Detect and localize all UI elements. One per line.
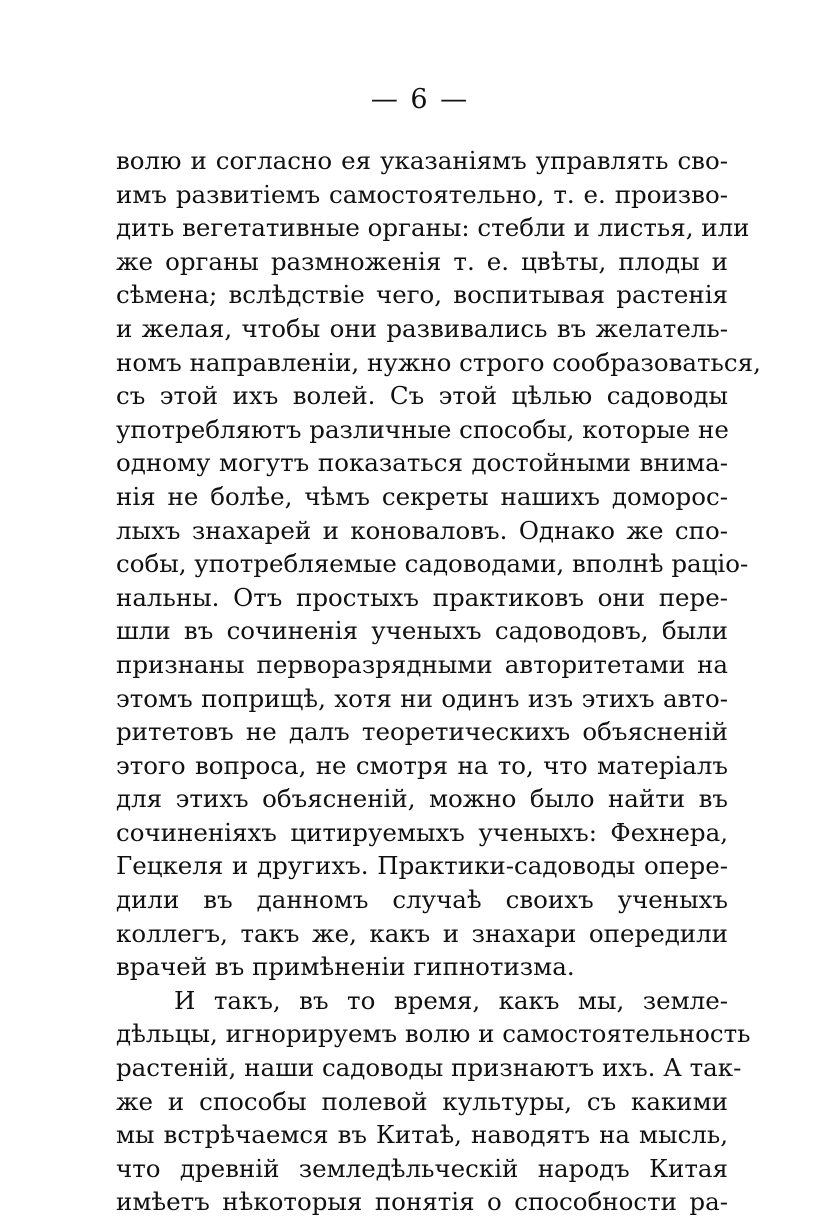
text-line: съ этой ихъ волей. Съ этой цѣлью садоводы — [116, 381, 728, 411]
text-line: дили въ данномъ случаѣ своихъ ученыхъ — [116, 885, 728, 915]
text-line: этого вопроса, не смотря на то, что матеріалъ — [116, 750, 728, 780]
text-line: этомъ поприщѣ, хотя ни одинъ изъ этихъ авто- — [116, 683, 728, 713]
paragraph-end-line: врачей въ примѣненіи гипнотизма. — [116, 952, 575, 982]
text-line: имѣетъ нѣкоторыя понятія о способности ра- — [116, 1187, 728, 1217]
text-line: собы, употребляемые садоводами, вполнѣ раціо- — [116, 549, 749, 579]
page-number: — 6 — — [370, 84, 470, 115]
text-line: сѣмена; вслѣдствіе чего, воспитывая растенія — [116, 280, 728, 310]
text-line: нальны. Отъ простыхъ практиковъ они пере- — [116, 582, 728, 612]
text-line: ритетовъ не далъ теоретическихъ объясненій — [116, 717, 728, 747]
text-line: что древній земледѣльческій народъ Китая — [116, 1153, 728, 1183]
text-line: для этихъ объясненій, можно было найти въ — [116, 784, 728, 814]
text-line: имъ развитіемъ самостоятельно, т. е. произво- — [116, 179, 728, 209]
text-line: дѣльцы, игнорируемъ волю и самостоятельность — [116, 1019, 751, 1049]
text-line: растеній, наши садоводы признаютъ ихъ. А так- — [116, 1053, 742, 1083]
text-line: сочиненіяхъ цитируемыхъ ученыхъ: Фехнера, — [116, 817, 728, 847]
text-line: дить вегетативные органы: стебли и листья, или — [116, 213, 750, 243]
text-line: шли въ сочиненія ученыхъ садоводовъ, были — [116, 616, 728, 646]
body-text — [116, 144, 761, 1219]
text-line: Гецкеля и другихъ. Практики-садоводы опере- — [116, 851, 728, 881]
text-line: нія не болѣе, чѣмъ секреты нашихъ доморос- — [116, 481, 728, 511]
text-line: номъ направленіи, нужно строго сообразоваться, — [116, 347, 761, 377]
text-line: же и способы полевой культуры, съ какими — [116, 1086, 728, 1116]
text-line: и желая, чтобы они развивались въ желатель- — [116, 313, 728, 343]
text-line: одному могутъ показаться достойными внима- — [116, 448, 728, 478]
text-line: волю и согласно ея указаніямъ управлять сво- — [116, 146, 728, 175]
text-line: признаны перворазрядными авторитетами на — [116, 649, 728, 679]
text-line: коллегъ, такъ же, какъ и знахари опередили — [116, 918, 728, 948]
text-line: употребляютъ различные способы, которые не — [116, 414, 729, 444]
text-line: лыхъ знахарей и коноваловъ. Однако же спо- — [116, 515, 728, 545]
text-line: же органы размноженія т. е. цвѣты, плоды и — [116, 246, 728, 276]
paragraph-start-line: И такъ, въ то время, какъ мы, земле- — [174, 985, 728, 1015]
text-line: мы встрѣчаемся въ Китаѣ, наводятъ на мысль, — [116, 1120, 728, 1150]
